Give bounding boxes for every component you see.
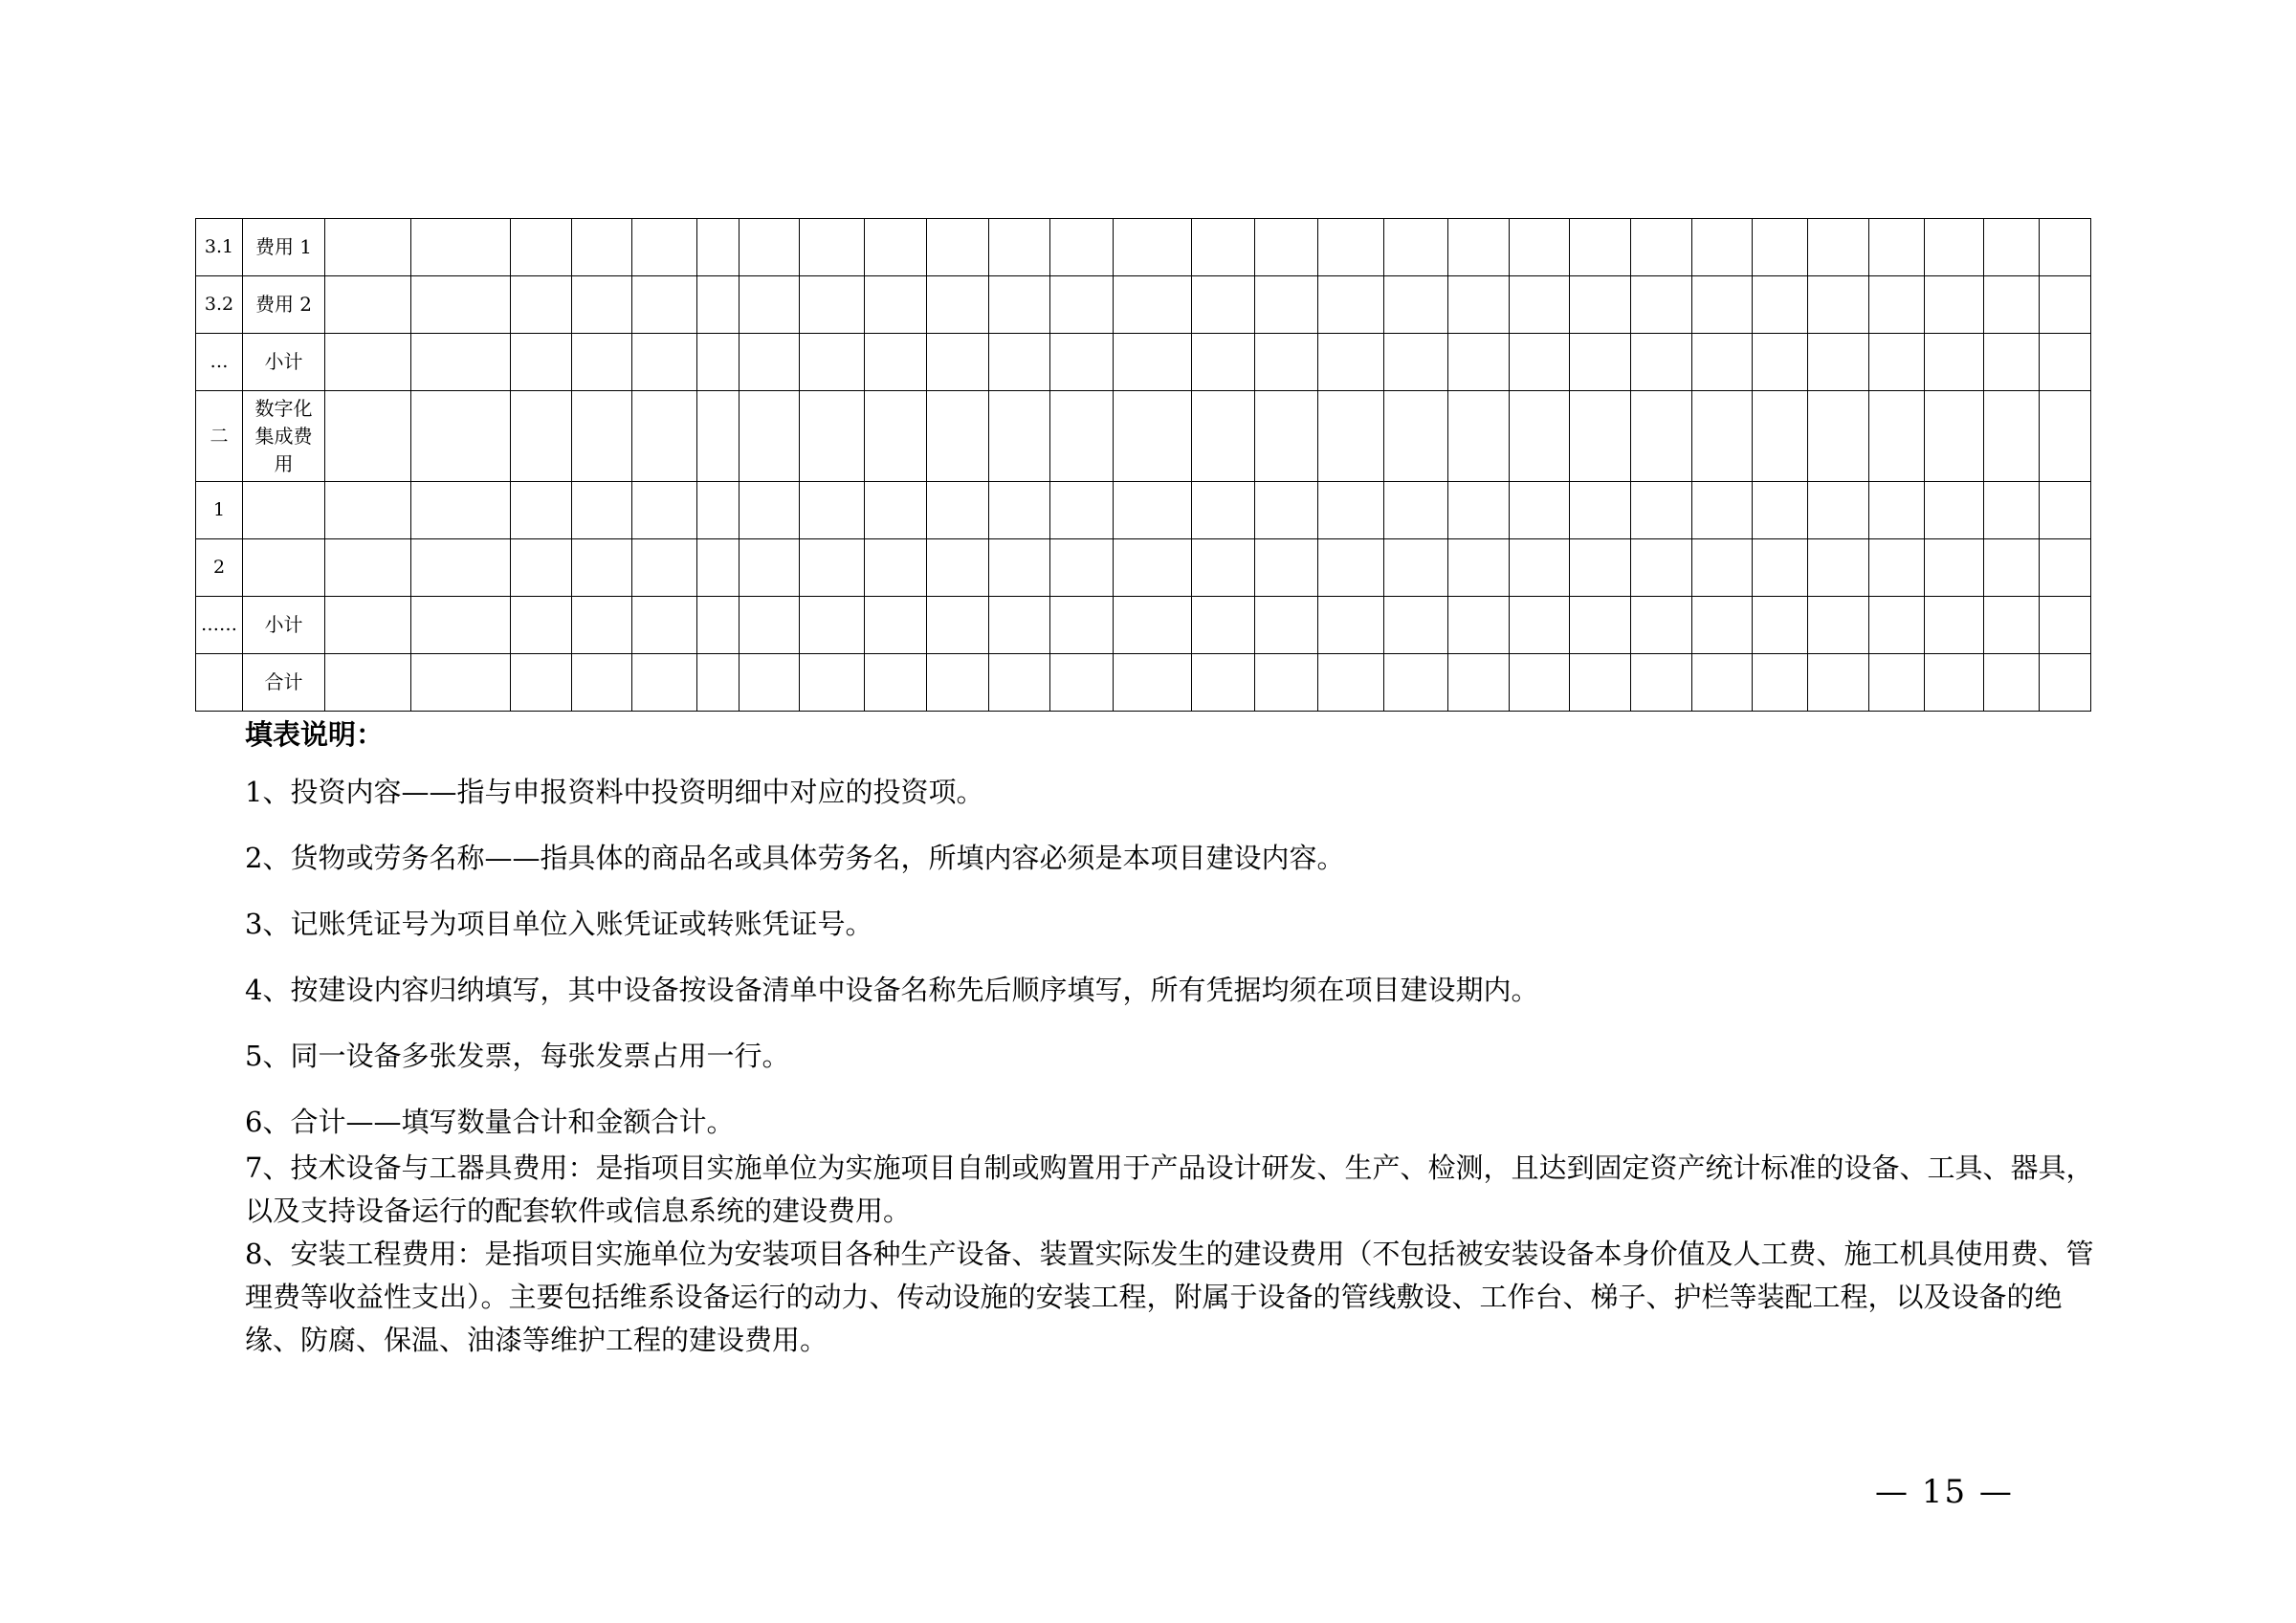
empty-cell bbox=[572, 219, 632, 276]
instructions-title: 填表说明： bbox=[245, 718, 385, 751]
empty-cell bbox=[1570, 334, 1631, 391]
empty-cell bbox=[1570, 482, 1631, 539]
empty-cell bbox=[697, 597, 740, 654]
empty-cell bbox=[1753, 391, 1808, 482]
instruction-item-1: 1、投资内容——指与申报资料中投资明细中对应的投资项。 bbox=[245, 776, 984, 808]
page-number: — 15 — bbox=[1875, 1473, 2014, 1511]
empty-cell bbox=[1255, 482, 1318, 539]
empty-cell bbox=[325, 276, 411, 334]
empty-cell bbox=[1631, 597, 1692, 654]
empty-cell bbox=[865, 539, 927, 597]
empty-cell bbox=[411, 276, 511, 334]
row-number-cell: 1 bbox=[196, 482, 243, 539]
empty-cell bbox=[740, 219, 800, 276]
empty-cell bbox=[1114, 482, 1192, 539]
empty-cell bbox=[1255, 539, 1318, 597]
empty-cell bbox=[632, 539, 697, 597]
instruction-item-7: 7、技术设备与工器具费用：是指项目实施单位为实施项目自制或购置用于产品设计研发、生产、检测，且达到固定资产统计标准的设备、工具、器具，以及支持设备运行的配套软件或信息系统的建设费用。 bbox=[245, 1151, 2094, 1227]
empty-cell bbox=[1984, 539, 2040, 597]
row-name-cell bbox=[243, 482, 325, 539]
empty-cell bbox=[1192, 654, 1255, 712]
empty-cell bbox=[927, 219, 989, 276]
empty-cell bbox=[740, 597, 800, 654]
empty-cell bbox=[989, 391, 1050, 482]
empty-cell bbox=[325, 482, 411, 539]
instruction-item-8: 8、安装工程费用：是指项目实施单位为安装项目各种生产设备、装置实际发生的建设费用（不包括被安装设备本身价值及人工费、施工机具使用费、管理费等收益性支出）。主要包括维系设备运行的动力、传动设施的安装工程，附属于设备的管线敷设、工作台、梯子、护栏等装配工程，以及设备的绝缘、防腐、保温、油漆等维护工程的建设费用。 bbox=[245, 1238, 2094, 1356]
empty-cell bbox=[1448, 219, 1510, 276]
empty-cell bbox=[632, 597, 697, 654]
empty-cell bbox=[989, 276, 1050, 334]
empty-cell bbox=[1384, 597, 1448, 654]
empty-cell bbox=[1753, 219, 1808, 276]
empty-cell bbox=[1255, 597, 1318, 654]
row-name-cell: 小计 bbox=[243, 334, 325, 391]
empty-cell bbox=[1384, 539, 1448, 597]
empty-cell bbox=[1448, 482, 1510, 539]
row-number-cell: …… bbox=[196, 597, 243, 654]
empty-cell bbox=[1869, 391, 1925, 482]
empty-cell bbox=[1631, 334, 1692, 391]
empty-cell bbox=[1448, 654, 1510, 712]
empty-cell bbox=[927, 276, 989, 334]
empty-cell bbox=[1984, 482, 2040, 539]
empty-cell bbox=[800, 482, 865, 539]
empty-cell bbox=[697, 276, 740, 334]
empty-cell bbox=[411, 219, 511, 276]
empty-cell bbox=[572, 654, 632, 712]
empty-cell bbox=[1050, 334, 1114, 391]
empty-cell bbox=[697, 482, 740, 539]
empty-cell bbox=[1448, 597, 1510, 654]
empty-cell bbox=[511, 539, 572, 597]
empty-cell bbox=[511, 654, 572, 712]
empty-cell bbox=[1692, 482, 1753, 539]
empty-cell bbox=[1570, 597, 1631, 654]
empty-cell bbox=[1808, 597, 1869, 654]
empty-cell bbox=[1050, 597, 1114, 654]
empty-cell bbox=[1318, 276, 1384, 334]
empty-cell bbox=[1114, 654, 1192, 712]
empty-cell bbox=[697, 654, 740, 712]
empty-cell bbox=[1114, 391, 1192, 482]
empty-cell bbox=[1192, 597, 1255, 654]
row-number-cell: 2 bbox=[196, 539, 243, 597]
empty-cell bbox=[1869, 482, 1925, 539]
empty-cell bbox=[1631, 654, 1692, 712]
empty-cell bbox=[1318, 482, 1384, 539]
empty-cell bbox=[1984, 276, 2040, 334]
empty-cell bbox=[511, 482, 572, 539]
empty-cell bbox=[1753, 539, 1808, 597]
empty-cell bbox=[1050, 654, 1114, 712]
empty-cell bbox=[1692, 539, 1753, 597]
empty-cell bbox=[865, 276, 927, 334]
empty-cell bbox=[1631, 391, 1692, 482]
empty-cell bbox=[1753, 482, 1808, 539]
table-row bbox=[196, 334, 2091, 391]
empty-cell bbox=[1255, 276, 1318, 334]
empty-cell bbox=[1192, 334, 1255, 391]
row-name-cell: 费用 1 bbox=[243, 219, 325, 276]
empty-cell bbox=[865, 597, 927, 654]
empty-cell bbox=[740, 276, 800, 334]
table-row bbox=[196, 597, 2091, 654]
empty-cell bbox=[511, 597, 572, 654]
empty-cell bbox=[1384, 482, 1448, 539]
empty-cell bbox=[1255, 654, 1318, 712]
empty-cell bbox=[800, 597, 865, 654]
empty-cell bbox=[989, 597, 1050, 654]
empty-cell bbox=[2040, 334, 2091, 391]
empty-cell bbox=[325, 597, 411, 654]
empty-cell bbox=[1808, 654, 1869, 712]
empty-cell bbox=[1984, 597, 2040, 654]
empty-cell bbox=[632, 654, 697, 712]
empty-cell bbox=[927, 539, 989, 597]
row-name-cell: 数字化集成费用 bbox=[243, 391, 325, 482]
empty-cell bbox=[1984, 334, 2040, 391]
empty-cell bbox=[1692, 597, 1753, 654]
empty-cell bbox=[800, 391, 865, 482]
empty-cell bbox=[1753, 334, 1808, 391]
empty-cell bbox=[1925, 391, 1984, 482]
empty-cell bbox=[697, 391, 740, 482]
empty-cell bbox=[572, 597, 632, 654]
empty-cell bbox=[325, 539, 411, 597]
empty-cell bbox=[2040, 276, 2091, 334]
empty-cell bbox=[325, 334, 411, 391]
empty-cell bbox=[800, 539, 865, 597]
empty-cell bbox=[1448, 391, 1510, 482]
instruction-item-6: 6、合计——填写数量合计和金额合计。 bbox=[245, 1106, 735, 1138]
empty-cell bbox=[865, 654, 927, 712]
empty-cell bbox=[1631, 482, 1692, 539]
empty-cell bbox=[697, 539, 740, 597]
empty-cell bbox=[1114, 334, 1192, 391]
row-name-cell: 费用 2 bbox=[243, 276, 325, 334]
empty-cell bbox=[1510, 482, 1570, 539]
row-number-cell: 3.1 bbox=[196, 219, 243, 276]
empty-cell bbox=[1570, 539, 1631, 597]
empty-cell bbox=[927, 334, 989, 391]
empty-cell bbox=[800, 219, 865, 276]
empty-cell bbox=[927, 597, 989, 654]
empty-cell bbox=[1510, 539, 1570, 597]
empty-cell bbox=[1318, 597, 1384, 654]
empty-cell bbox=[800, 654, 865, 712]
empty-cell bbox=[1808, 539, 1869, 597]
empty-cell bbox=[1318, 539, 1384, 597]
empty-cell bbox=[1510, 597, 1570, 654]
empty-cell bbox=[740, 654, 800, 712]
empty-cell bbox=[697, 219, 740, 276]
empty-cell bbox=[2040, 391, 2091, 482]
table-row bbox=[196, 539, 2091, 597]
empty-cell bbox=[697, 334, 740, 391]
empty-cell bbox=[1384, 334, 1448, 391]
empty-cell bbox=[2040, 482, 2091, 539]
empty-cell bbox=[1808, 482, 1869, 539]
empty-cell bbox=[989, 539, 1050, 597]
empty-cell bbox=[1808, 334, 1869, 391]
table-row bbox=[196, 391, 2091, 482]
empty-cell bbox=[411, 334, 511, 391]
empty-cell bbox=[1318, 219, 1384, 276]
empty-cell bbox=[740, 482, 800, 539]
empty-cell bbox=[511, 334, 572, 391]
empty-cell bbox=[1925, 597, 1984, 654]
empty-cell bbox=[325, 219, 411, 276]
empty-cell bbox=[1570, 219, 1631, 276]
empty-cell bbox=[572, 391, 632, 482]
empty-cell bbox=[865, 391, 927, 482]
empty-cell bbox=[632, 334, 697, 391]
instruction-item-4: 4、按建设内容归纳填写，其中设备按设备清单中设备名称先后顺序填写，所有凭据均须在项目建设期内。 bbox=[245, 974, 1539, 1006]
empty-cell bbox=[1692, 334, 1753, 391]
empty-cell bbox=[865, 482, 927, 539]
empty-cell bbox=[1869, 276, 1925, 334]
investment-detail-table bbox=[195, 218, 2091, 712]
empty-cell bbox=[800, 276, 865, 334]
empty-cell bbox=[411, 597, 511, 654]
empty-cell bbox=[1448, 334, 1510, 391]
empty-cell bbox=[865, 219, 927, 276]
empty-cell bbox=[1384, 276, 1448, 334]
row-number-cell: … bbox=[196, 334, 243, 391]
row-name-cell: 小计 bbox=[243, 597, 325, 654]
empty-cell bbox=[1318, 654, 1384, 712]
empty-cell bbox=[1192, 276, 1255, 334]
empty-cell bbox=[632, 219, 697, 276]
empty-cell bbox=[1753, 276, 1808, 334]
empty-cell bbox=[1510, 391, 1570, 482]
empty-cell bbox=[511, 276, 572, 334]
empty-cell bbox=[1570, 276, 1631, 334]
empty-cell bbox=[1925, 482, 1984, 539]
empty-cell bbox=[2040, 539, 2091, 597]
empty-cell bbox=[1692, 654, 1753, 712]
empty-cell bbox=[740, 334, 800, 391]
empty-cell bbox=[1570, 391, 1631, 482]
empty-cell bbox=[1510, 276, 1570, 334]
empty-cell bbox=[1869, 654, 1925, 712]
row-number-cell bbox=[196, 654, 243, 712]
empty-cell bbox=[1192, 539, 1255, 597]
empty-cell bbox=[989, 654, 1050, 712]
empty-cell bbox=[1255, 219, 1318, 276]
empty-cell bbox=[1692, 276, 1753, 334]
empty-cell bbox=[1925, 276, 1984, 334]
empty-cell bbox=[1869, 334, 1925, 391]
row-number-cell: 二 bbox=[196, 391, 243, 482]
empty-cell bbox=[1050, 391, 1114, 482]
empty-cell bbox=[1925, 654, 1984, 712]
empty-cell bbox=[511, 219, 572, 276]
empty-cell bbox=[1808, 276, 1869, 334]
empty-cell bbox=[1869, 597, 1925, 654]
instruction-item-2: 2、货物或劳务名称——指具体的商品名或具体劳务名，所填内容必须是本项目建设内容。 bbox=[245, 842, 1345, 874]
empty-cell bbox=[800, 334, 865, 391]
empty-cell bbox=[1255, 391, 1318, 482]
empty-cell bbox=[1114, 539, 1192, 597]
empty-cell bbox=[1510, 654, 1570, 712]
empty-cell bbox=[1753, 654, 1808, 712]
empty-cell bbox=[989, 482, 1050, 539]
empty-cell bbox=[572, 334, 632, 391]
empty-cell bbox=[1570, 654, 1631, 712]
empty-cell bbox=[632, 276, 697, 334]
row-name-cell bbox=[243, 539, 325, 597]
empty-cell bbox=[1384, 391, 1448, 482]
empty-cell bbox=[740, 539, 800, 597]
empty-cell bbox=[411, 654, 511, 712]
empty-cell bbox=[2040, 597, 2091, 654]
empty-cell bbox=[1692, 219, 1753, 276]
empty-cell bbox=[572, 482, 632, 539]
empty-cell bbox=[1984, 654, 2040, 712]
empty-cell bbox=[1114, 219, 1192, 276]
empty-cell bbox=[632, 391, 697, 482]
empty-cell bbox=[1255, 334, 1318, 391]
empty-cell bbox=[1050, 482, 1114, 539]
empty-cell bbox=[865, 334, 927, 391]
row-number-cell: 3.2 bbox=[196, 276, 243, 334]
empty-cell bbox=[1984, 391, 2040, 482]
empty-cell bbox=[1631, 539, 1692, 597]
empty-cell bbox=[572, 539, 632, 597]
empty-cell bbox=[1692, 391, 1753, 482]
empty-cell bbox=[1448, 539, 1510, 597]
empty-cell bbox=[927, 391, 989, 482]
empty-cell bbox=[1925, 334, 1984, 391]
empty-cell bbox=[1384, 219, 1448, 276]
empty-cell bbox=[632, 482, 697, 539]
empty-cell bbox=[1050, 276, 1114, 334]
empty-cell bbox=[1318, 391, 1384, 482]
empty-cell bbox=[1114, 276, 1192, 334]
empty-cell bbox=[1808, 391, 1869, 482]
empty-cell bbox=[1808, 219, 1869, 276]
empty-cell bbox=[1753, 597, 1808, 654]
instruction-item-5: 5、同一设备多张发票，每张发票占用一行。 bbox=[245, 1040, 790, 1072]
table-row bbox=[196, 219, 2091, 276]
empty-cell bbox=[927, 482, 989, 539]
empty-cell bbox=[1631, 276, 1692, 334]
empty-cell bbox=[572, 276, 632, 334]
empty-cell bbox=[1869, 539, 1925, 597]
empty-cell bbox=[325, 391, 411, 482]
empty-cell bbox=[411, 391, 511, 482]
empty-cell bbox=[1192, 391, 1255, 482]
empty-cell bbox=[2040, 219, 2091, 276]
empty-cell bbox=[411, 539, 511, 597]
instruction-item-3: 3、记账凭证号为项目单位入账凭证或转账凭证号。 bbox=[245, 908, 873, 940]
empty-cell bbox=[989, 334, 1050, 391]
empty-cell bbox=[1925, 539, 1984, 597]
empty-cell bbox=[1984, 219, 2040, 276]
empty-cell bbox=[989, 219, 1050, 276]
empty-cell bbox=[1114, 597, 1192, 654]
empty-cell bbox=[411, 482, 511, 539]
empty-cell bbox=[1869, 219, 1925, 276]
empty-cell bbox=[740, 391, 800, 482]
empty-cell bbox=[1631, 219, 1692, 276]
fill-instructions bbox=[245, 715, 2110, 1362]
table-row bbox=[196, 482, 2091, 539]
empty-cell bbox=[1384, 654, 1448, 712]
row-name-cell: 合计 bbox=[243, 654, 325, 712]
empty-cell bbox=[1510, 334, 1570, 391]
empty-cell bbox=[1050, 539, 1114, 597]
empty-cell bbox=[2040, 654, 2091, 712]
empty-cell bbox=[1510, 219, 1570, 276]
empty-cell bbox=[1192, 482, 1255, 539]
empty-cell bbox=[1925, 219, 1984, 276]
empty-cell bbox=[511, 391, 572, 482]
empty-cell bbox=[1050, 219, 1114, 276]
empty-cell bbox=[1318, 334, 1384, 391]
empty-cell bbox=[1192, 219, 1255, 276]
empty-cell bbox=[927, 654, 989, 712]
table-row bbox=[196, 654, 2091, 712]
table-row bbox=[196, 276, 2091, 334]
empty-cell bbox=[1448, 276, 1510, 334]
empty-cell bbox=[325, 654, 411, 712]
